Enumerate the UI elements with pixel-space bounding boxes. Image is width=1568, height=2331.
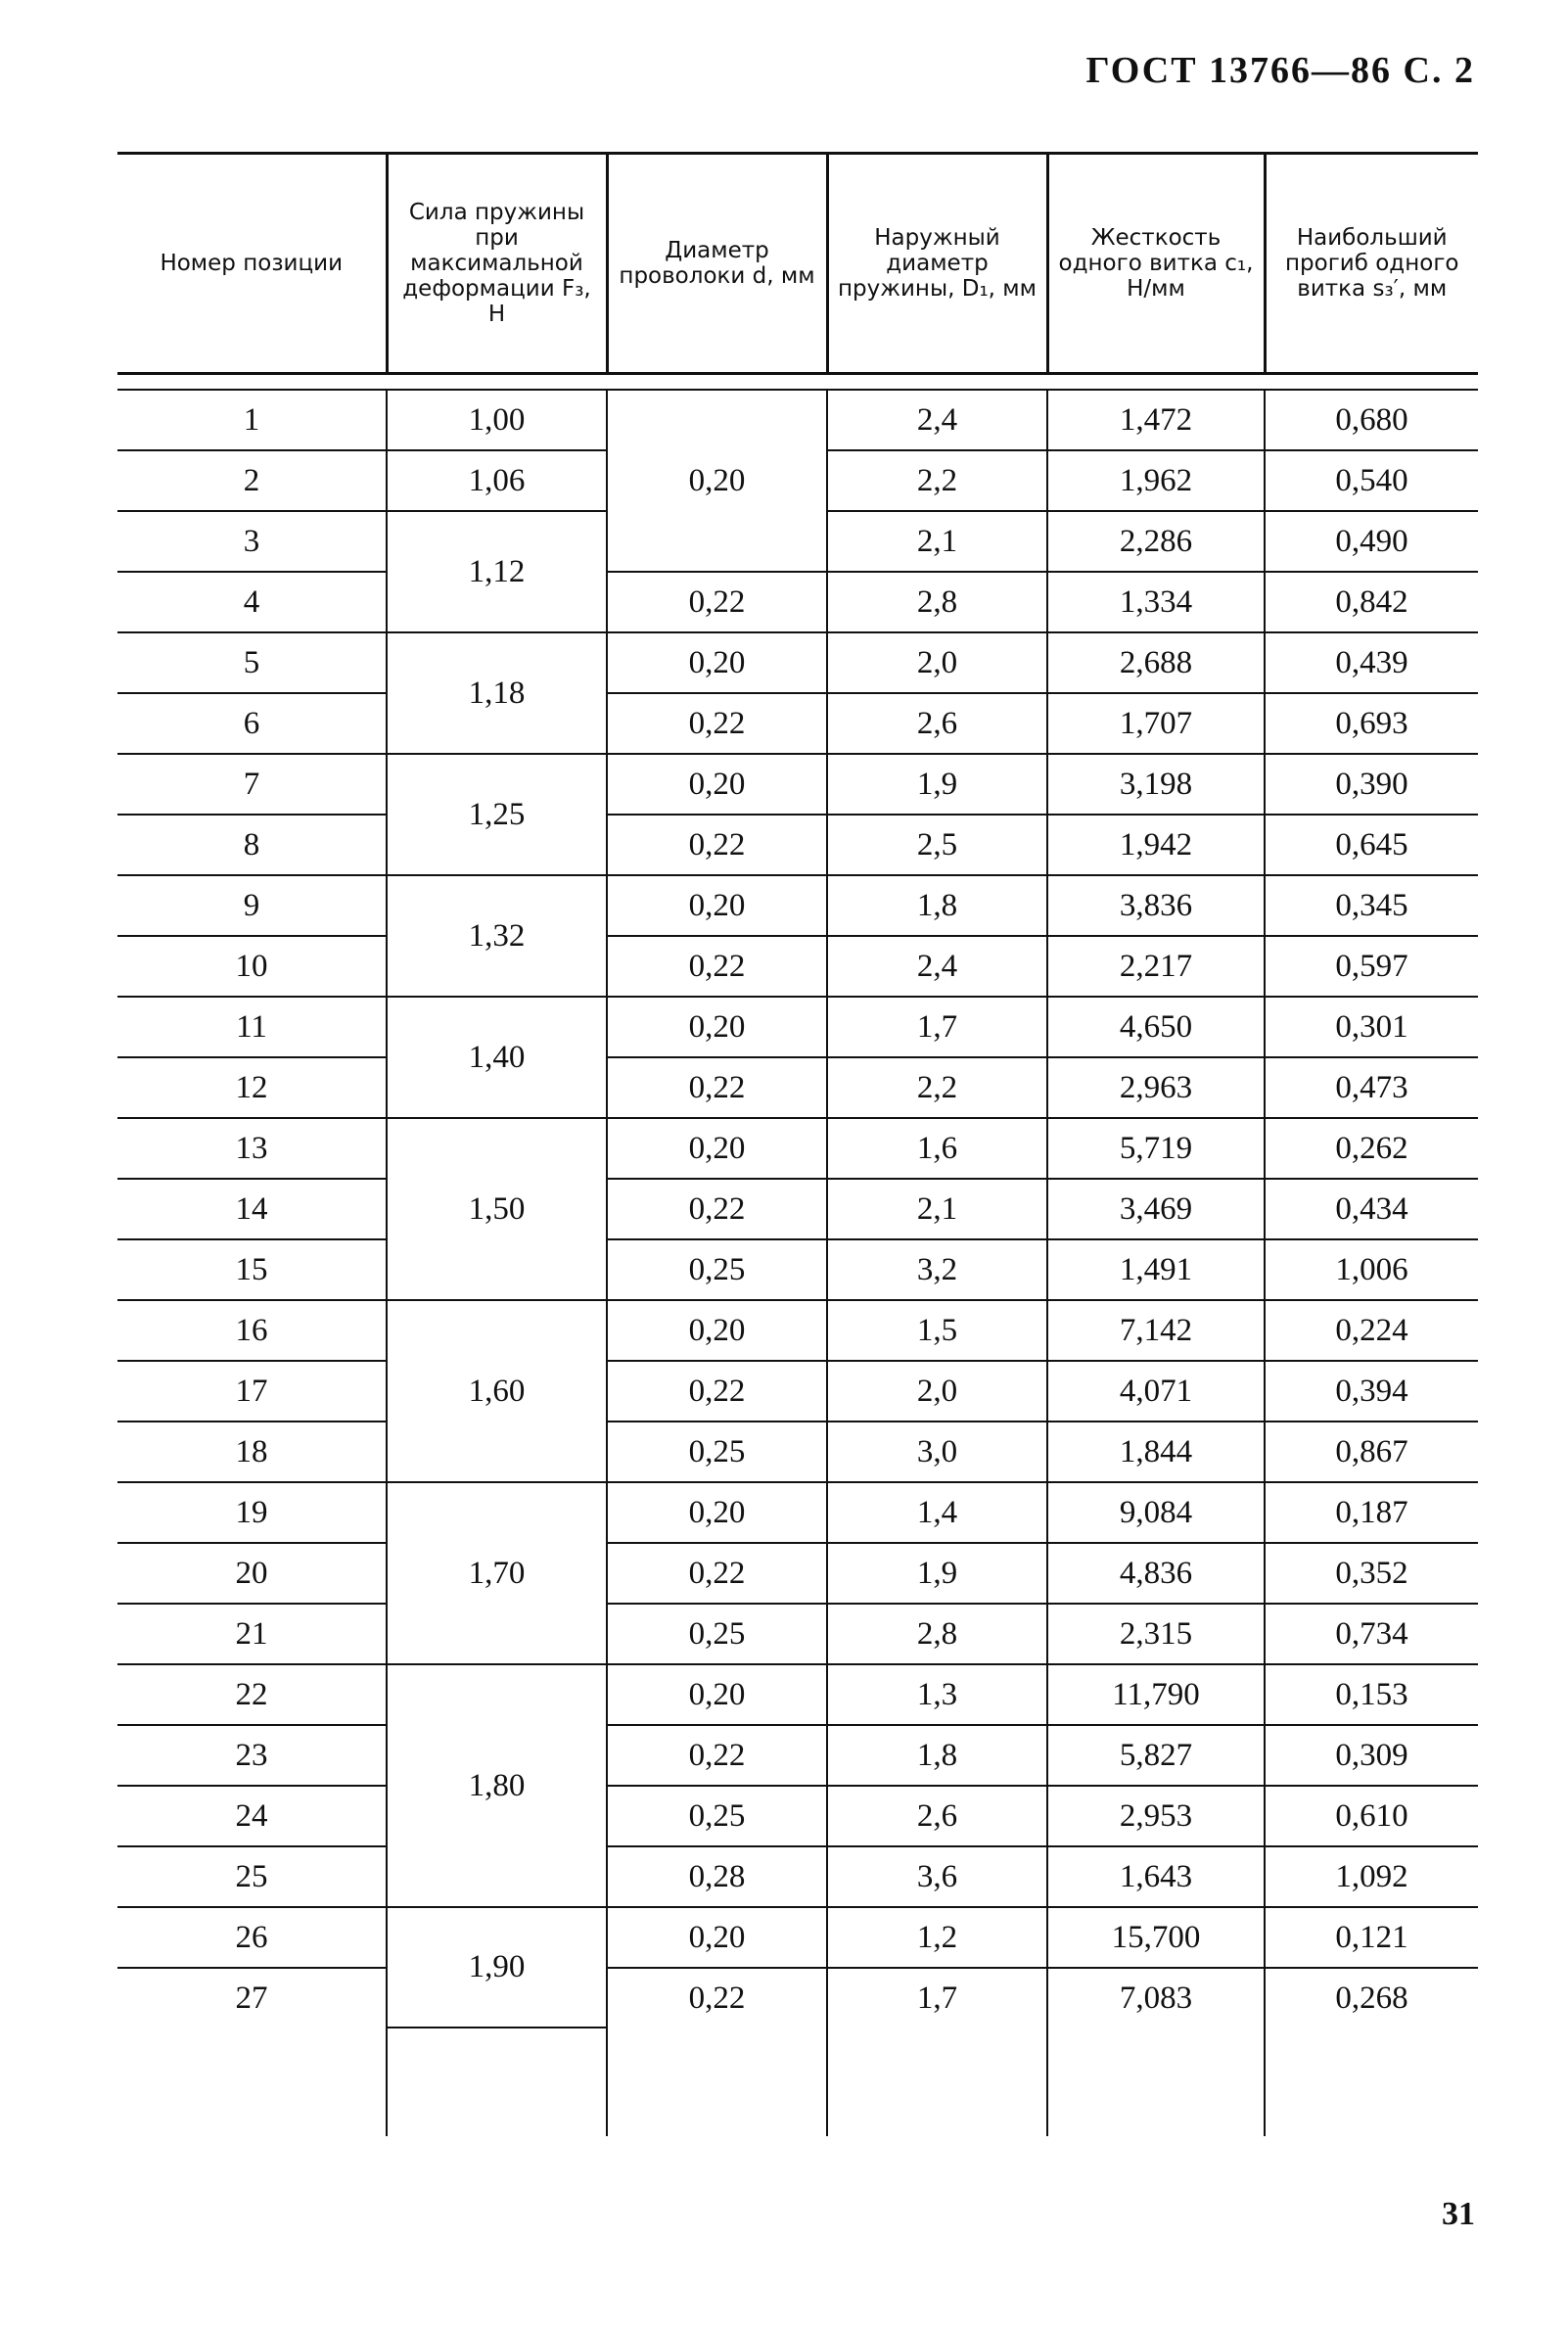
force-cell: 1,70 bbox=[387, 1482, 607, 1664]
outer-diameter-cell: 2,0 bbox=[827, 1361, 1047, 1422]
outer-diameter-cell: 1,7 bbox=[827, 1968, 1047, 2028]
position-cell: 8 bbox=[117, 815, 387, 875]
deflection-cell: 0,345 bbox=[1265, 875, 1478, 936]
table-row bbox=[117, 1968, 1478, 2028]
outer-diameter-cell: 2,6 bbox=[827, 1786, 1047, 1846]
wire-diameter-cell: 0,22 bbox=[607, 936, 827, 997]
table-row bbox=[117, 1239, 1478, 1300]
wire-diameter-cell: 0,20 bbox=[607, 1118, 827, 1179]
outer-diameter-cell: 1,5 bbox=[827, 1300, 1047, 1361]
deflection-cell: 0,842 bbox=[1265, 572, 1478, 632]
outer-diameter-cell: 1,4 bbox=[827, 1482, 1047, 1543]
empty-cell bbox=[1047, 2028, 1265, 2136]
position-cell: 23 bbox=[117, 1725, 387, 1786]
position-cell: 24 bbox=[117, 1786, 387, 1846]
deflection-cell: 0,394 bbox=[1265, 1361, 1478, 1422]
table-row bbox=[117, 1118, 1478, 1179]
stiffness-cell: 9,084 bbox=[1047, 1482, 1265, 1543]
deflection-cell: 0,680 bbox=[1265, 390, 1478, 450]
wire-diameter-cell: 0,22 bbox=[607, 1179, 827, 1239]
wire-diameter-cell: 0,20 bbox=[607, 1907, 827, 1968]
wire-diameter-cell: 0,22 bbox=[607, 1543, 827, 1604]
table-row bbox=[117, 997, 1478, 1057]
position-cell: 26 bbox=[117, 1907, 387, 1968]
empty-cell bbox=[827, 2028, 1047, 2136]
stiffness-cell: 4,836 bbox=[1047, 1543, 1265, 1604]
outer-diameter-cell: 2,5 bbox=[827, 815, 1047, 875]
deflection-cell: 0,645 bbox=[1265, 815, 1478, 875]
position-cell: 4 bbox=[117, 572, 387, 632]
table-row bbox=[117, 1482, 1478, 1543]
column-header-outer-diameter: Наружный диаметр пружины, D₁, мм bbox=[827, 154, 1047, 374]
force-cell: 1,40 bbox=[387, 997, 607, 1118]
wire-diameter-cell: 0,20 bbox=[607, 1482, 827, 1543]
outer-diameter-cell: 1,9 bbox=[827, 754, 1047, 815]
deflection-cell: 0,121 bbox=[1265, 1907, 1478, 1968]
stiffness-cell: 1,707 bbox=[1047, 693, 1265, 754]
position-cell: 20 bbox=[117, 1543, 387, 1604]
force-cell: 1,50 bbox=[387, 1118, 607, 1300]
deflection-cell: 0,187 bbox=[1265, 1482, 1478, 1543]
stiffness-cell: 1,472 bbox=[1047, 390, 1265, 450]
stiffness-cell: 1,844 bbox=[1047, 1422, 1265, 1482]
position-cell: 18 bbox=[117, 1422, 387, 1482]
deflection-cell: 0,434 bbox=[1265, 1179, 1478, 1239]
position-cell: 27 bbox=[235, 1980, 268, 2016]
outer-diameter-cell: 2,1 bbox=[827, 1179, 1047, 1239]
stiffness-cell: 7,083 bbox=[1047, 1968, 1265, 2028]
deflection-cell: 0,610 bbox=[1265, 1786, 1478, 1846]
outer-diameter-cell: 1,2 bbox=[827, 1907, 1047, 1968]
wire-diameter-cell: 0,20 bbox=[607, 875, 827, 936]
force-cell: 1,90 bbox=[387, 1907, 607, 2028]
table-tail-row bbox=[117, 2028, 1478, 2136]
position-cell: 19 bbox=[117, 1482, 387, 1543]
deflection-cell: 0,390 bbox=[1265, 754, 1478, 815]
position-cell: 16 bbox=[117, 1300, 387, 1361]
deflection-cell: 0,309 bbox=[1265, 1725, 1478, 1786]
wire-diameter-cell: 0,28 bbox=[607, 1846, 827, 1907]
outer-diameter-cell: 1,8 bbox=[827, 875, 1047, 936]
position-cell: 9 bbox=[117, 875, 387, 936]
wire-diameter-cell: 0,22 bbox=[607, 1725, 827, 1786]
position-cell: 11 bbox=[117, 997, 387, 1057]
position-cell: 2 bbox=[117, 450, 387, 511]
outer-diameter-cell: 2,2 bbox=[827, 1057, 1047, 1118]
column-header-force: Сила пружины при максимальной деформации F₃, Н bbox=[387, 154, 607, 374]
wire-diameter-cell: 0,20 bbox=[607, 754, 827, 815]
position-cell: 3 bbox=[117, 511, 387, 572]
empty-cell bbox=[607, 2028, 827, 2136]
deflection-cell: 0,301 bbox=[1265, 997, 1478, 1057]
position-cell: 1 bbox=[117, 390, 387, 450]
outer-diameter-cell: 3,2 bbox=[827, 1239, 1047, 1300]
wire-diameter-cell: 0,25 bbox=[607, 1604, 827, 1664]
force-cell: 1,25 bbox=[387, 754, 607, 875]
deflection-cell: 0,734 bbox=[1265, 1604, 1478, 1664]
wire-diameter-cell: 0,20 bbox=[607, 632, 827, 693]
deflection-cell: 0,268 bbox=[1265, 1968, 1478, 2028]
outer-diameter-cell: 2,4 bbox=[827, 390, 1047, 450]
table-header-row bbox=[117, 154, 1478, 374]
deflection-cell: 0,352 bbox=[1265, 1543, 1478, 1604]
position-cell: 10 bbox=[117, 936, 387, 997]
stiffness-cell: 1,334 bbox=[1047, 572, 1265, 632]
standard-reference: ГОСТ 13766—86 С. 2 bbox=[1085, 50, 1475, 91]
table-row bbox=[117, 1725, 1478, 1786]
stiffness-cell: 1,491 bbox=[1047, 1239, 1265, 1300]
table-row bbox=[117, 1361, 1478, 1422]
stiffness-cell: 5,719 bbox=[1047, 1118, 1265, 1179]
stiffness-cell: 1,643 bbox=[1047, 1846, 1265, 1907]
force-cell: 1,12 bbox=[387, 511, 607, 632]
table-row bbox=[117, 1543, 1478, 1604]
stiffness-cell: 5,827 bbox=[1047, 1725, 1265, 1786]
force-cell: 1,06 bbox=[387, 450, 607, 511]
force-cell: 1,60 bbox=[387, 1300, 607, 1482]
stiffness-cell: 4,650 bbox=[1047, 997, 1265, 1057]
stiffness-cell: 3,198 bbox=[1047, 754, 1265, 815]
wire-diameter-cell: 0,20 bbox=[607, 1300, 827, 1361]
stiffness-cell: 15,700 bbox=[1047, 1907, 1265, 1968]
wire-diameter-cell: 0,20 bbox=[607, 390, 827, 572]
position-cell: 17 bbox=[117, 1361, 387, 1422]
outer-diameter-cell: 1,9 bbox=[827, 1543, 1047, 1604]
wire-diameter-cell: 0,22 bbox=[607, 815, 827, 875]
table-row bbox=[117, 1422, 1478, 1482]
table-row bbox=[117, 572, 1478, 632]
outer-diameter-cell: 1,3 bbox=[827, 1664, 1047, 1725]
table-row bbox=[117, 1907, 1478, 1968]
column-header-stiffness: Жесткость одного витка c₁, Н/мм bbox=[1047, 154, 1265, 374]
outer-diameter-cell: 2,8 bbox=[827, 572, 1047, 632]
force-cell: 1,80 bbox=[387, 1664, 607, 1907]
table-row bbox=[117, 1057, 1478, 1118]
position-cell: 6 bbox=[117, 693, 387, 754]
table-body bbox=[117, 390, 1478, 2136]
wire-diameter-cell: 0,20 bbox=[607, 997, 827, 1057]
outer-diameter-cell: 2,0 bbox=[827, 632, 1047, 693]
spring-parameters-table bbox=[117, 152, 1478, 2136]
deflection-cell: 1,006 bbox=[1265, 1239, 1478, 1300]
position-cell: 14 bbox=[117, 1179, 387, 1239]
stiffness-cell: 2,688 bbox=[1047, 632, 1265, 693]
deflection-cell: 0,867 bbox=[1265, 1422, 1478, 1482]
wire-diameter-cell: 0,20 bbox=[607, 1664, 827, 1725]
table-row bbox=[117, 754, 1478, 815]
stiffness-cell: 3,469 bbox=[1047, 1179, 1265, 1239]
column-header-wire-diameter: Диаметр проволоки d, мм bbox=[607, 154, 827, 374]
stiffness-cell: 3,836 bbox=[1047, 875, 1265, 936]
deflection-cell: 1,092 bbox=[1265, 1846, 1478, 1907]
position-cell: 5 bbox=[117, 632, 387, 693]
empty-cell bbox=[117, 2028, 387, 2136]
table-row bbox=[117, 632, 1478, 693]
position-cell: 15 bbox=[117, 1239, 387, 1300]
deflection-cell: 0,224 bbox=[1265, 1300, 1478, 1361]
wire-diameter-cell: 0,25 bbox=[607, 1786, 827, 1846]
position-cell: 7 bbox=[117, 754, 387, 815]
deflection-cell: 0,262 bbox=[1265, 1118, 1478, 1179]
position-cell: 12 bbox=[117, 1057, 387, 1118]
wire-diameter-cell: 0,25 bbox=[607, 1422, 827, 1482]
wire-diameter-cell: 0,22 bbox=[607, 1361, 827, 1422]
wire-diameter-cell: 0,22 bbox=[607, 1968, 827, 2028]
outer-diameter-cell: 2,8 bbox=[827, 1604, 1047, 1664]
table-row bbox=[117, 1179, 1478, 1239]
deflection-cell: 0,540 bbox=[1265, 450, 1478, 511]
table-row bbox=[117, 875, 1478, 936]
table-row bbox=[117, 815, 1478, 875]
position-cell: 21 bbox=[117, 1604, 387, 1664]
position-cell: 25 bbox=[117, 1846, 387, 1907]
wire-diameter-cell: 0,25 bbox=[607, 1239, 827, 1300]
outer-diameter-cell: 2,6 bbox=[827, 693, 1047, 754]
wire-diameter-cell: 0,22 bbox=[607, 572, 827, 632]
outer-diameter-cell: 2,4 bbox=[827, 936, 1047, 997]
outer-diameter-cell: 3,0 bbox=[827, 1422, 1047, 1482]
deflection-cell: 0,490 bbox=[1265, 511, 1478, 572]
position-cell: 13 bbox=[117, 1118, 387, 1179]
stiffness-cell: 1,942 bbox=[1047, 815, 1265, 875]
outer-diameter-cell: 1,6 bbox=[827, 1118, 1047, 1179]
empty-cell bbox=[1265, 2028, 1478, 2136]
deflection-cell: 0,473 bbox=[1265, 1057, 1478, 1118]
stiffness-cell: 4,071 bbox=[1047, 1361, 1265, 1422]
outer-diameter-cell: 2,1 bbox=[827, 511, 1047, 572]
wire-diameter-cell: 0,22 bbox=[607, 1057, 827, 1118]
stiffness-cell: 1,962 bbox=[1047, 450, 1265, 511]
table-row bbox=[117, 936, 1478, 997]
page-number: 31 bbox=[1442, 2196, 1475, 2232]
outer-diameter-cell: 1,7 bbox=[827, 997, 1047, 1057]
deflection-cell: 0,439 bbox=[1265, 632, 1478, 693]
wire-diameter-cell: 0,22 bbox=[607, 693, 827, 754]
outer-diameter-cell: 3,6 bbox=[827, 1846, 1047, 1907]
table-row bbox=[117, 1300, 1478, 1361]
stiffness-cell: 11,790 bbox=[1047, 1664, 1265, 1725]
stiffness-cell: 2,963 bbox=[1047, 1057, 1265, 1118]
stiffness-cell: 2,286 bbox=[1047, 511, 1265, 572]
deflection-cell: 0,693 bbox=[1265, 693, 1478, 754]
column-header-position: Номер позиции bbox=[117, 154, 387, 374]
stiffness-cell: 2,315 bbox=[1047, 1604, 1265, 1664]
deflection-cell: 0,153 bbox=[1265, 1664, 1478, 1725]
force-cell: 1,32 bbox=[387, 875, 607, 997]
stiffness-cell: 2,217 bbox=[1047, 936, 1265, 997]
outer-diameter-cell: 2,2 bbox=[827, 450, 1047, 511]
position-cell: 22 bbox=[117, 1664, 387, 1725]
table-row bbox=[117, 1664, 1478, 1725]
outer-diameter-cell: 1,8 bbox=[827, 1725, 1047, 1786]
force-cell: 1,00 bbox=[387, 390, 607, 450]
column-header-deflection: Наибольший прогиб одного витка s₃′, мм bbox=[1265, 154, 1478, 374]
stiffness-cell: 7,142 bbox=[1047, 1300, 1265, 1361]
table-row bbox=[117, 1786, 1478, 1846]
deflection-cell: 0,597 bbox=[1265, 936, 1478, 997]
table-row bbox=[117, 390, 1478, 450]
table-row bbox=[117, 1846, 1478, 1907]
force-cell: 1,18 bbox=[387, 632, 607, 754]
stiffness-cell: 2,953 bbox=[1047, 1786, 1265, 1846]
table-row bbox=[117, 1604, 1478, 1664]
table-row bbox=[117, 693, 1478, 754]
empty-cell bbox=[387, 2028, 607, 2136]
